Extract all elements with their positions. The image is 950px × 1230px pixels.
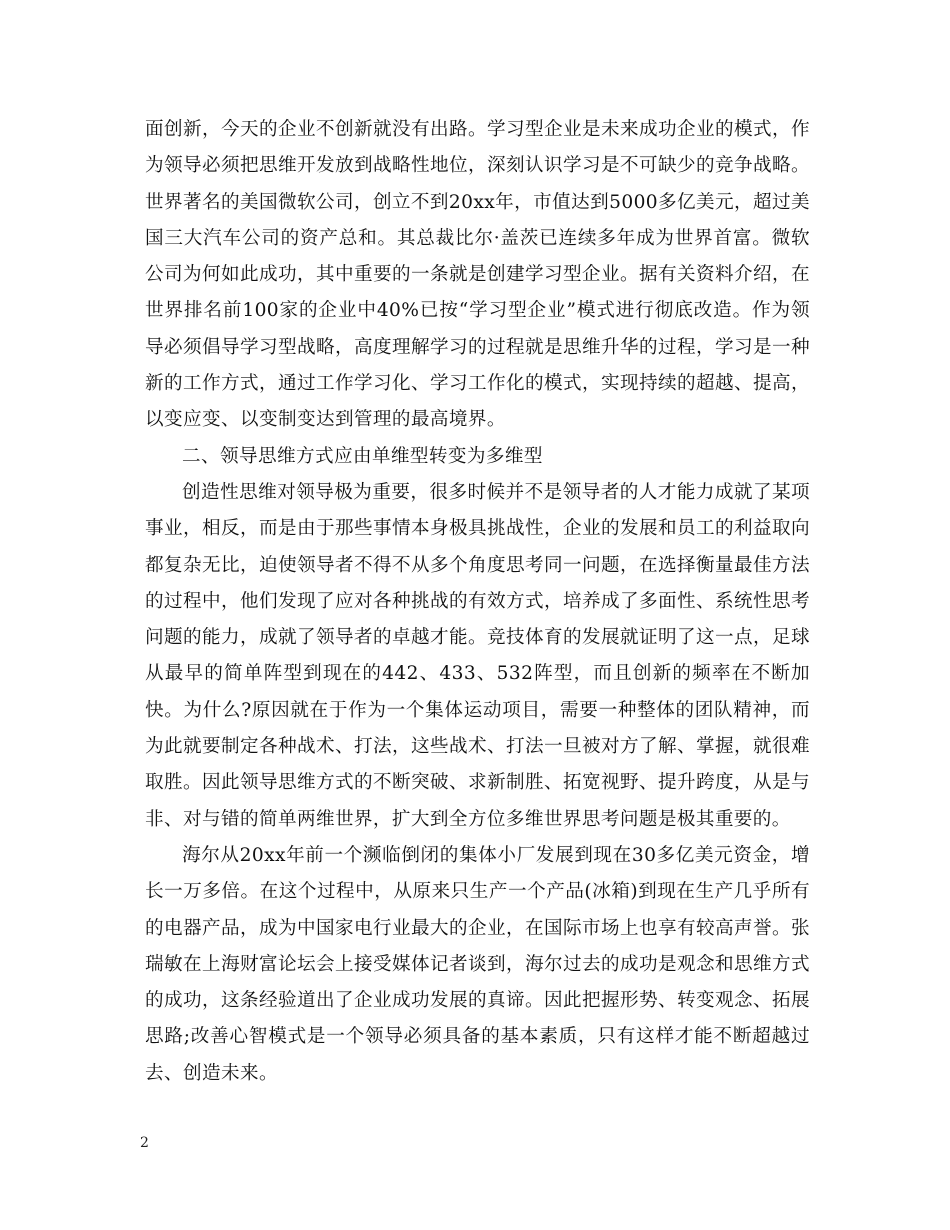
- paragraph-haier: 海尔从20xx年前一个濒临倒闭的集体小厂发展到现在30多亿美元资金，增长一万多倍。在这个过程中，从原来只生产一个产品(冰箱)到现在生产几乎所有的电器产品，成为中国家电行业最大的企业，在国际市场上也享有较高声誉。张瑞敏在上海财富论坛会上接受媒体记者谈到，海尔过去的成功是观念和思维方式的成功，这条经验道出了企业成功发展的真谛。因此把握形势、转变观念、拓展思路;改善心智模式是一个领导必须具备的基本素质，只有这样才能不断超越过去、创造未来。: [145, 844, 810, 1084]
- paragraph-creative-thinking: 创造性思维对领导极为重要，很多时候并不是领导者的人才能力成就了某项事业，相反，而是由于那些事情本身极具挑战性，企业的发展和员工的利益取向都复杂无比，迫使领导者不得不从多个角度思考同一问题，在选择衡量最佳方法的过程中，他们发现了应对各种挑战的有效方式，培养成了多面性、系统性思考问题的能力，成就了领导者的卓越才能。竞技体育的发展就证明了这一点，足球从最早的简单阵型到现在的442、433、532阵型，而且创新的频率在不断加快。为什么?原因就在于作为一个集体运动项目，需要一种整体的团队精神，而为此就要制定各种战术、打法，这些战术、打法一旦被对方了解、掌握，就很难取胜。因此领导思维方式的不断突破、求新制胜、拓宽视野、提升跨度，从是与非、对与错的简单两维世界，扩大到全方位多维世界思考问题是极其重要的。: [145, 481, 810, 830]
- section-heading: 二、领导思维方式应由单维型转变为多维型: [182, 445, 543, 467]
- page-number: 2: [140, 1135, 149, 1151]
- document-body: [145, 112, 810, 1092]
- paragraph-intro: 面创新，今天的企业不创新就没有出路。学习型企业是未来成功企业的模式，作为领导必须把思维开发放到战略性地位，深刻认识学习是不可缺少的竞争战略。世界著名的美国微软公司，创立不到20xx年，市值达到5000多亿美元，超过美国三大汽车公司的资产总和。其总裁比尔·盖茨已连续多年成为世界首富。微软公司为何如此成功，其中重要的一条就是创建学习型企业。据有关资料介绍，在世界排名前100家的企业中40%已按“学习型企业”模式进行彻底改造。作为领导必须倡导学习型战略，高度理解学习的过程就是思维升华的过程，学习是一种新的工作方式，通过工作学习化、学习工作化的模式，实现持续的超越、提高，以变应变、以变制变达到管理的最高境界。: [145, 119, 810, 431]
